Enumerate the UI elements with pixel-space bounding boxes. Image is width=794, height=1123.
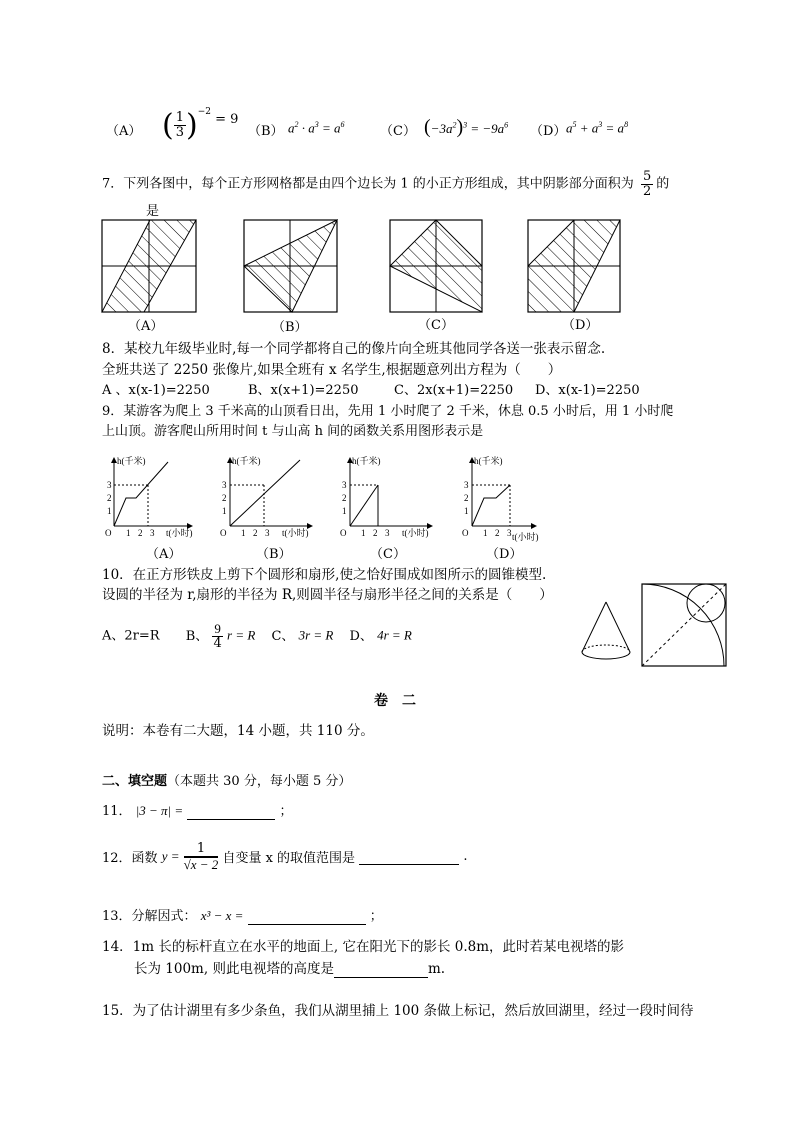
svg-text:3: 3: [464, 480, 469, 490]
q8-option-a: A 、x(x-1)=2250: [102, 383, 210, 398]
q9-label-b: （B）: [256, 547, 292, 562]
q9-graph-b: [220, 455, 312, 538]
part2-heading: 二、填空题（本题共 30 分，每小题 5 分）: [102, 774, 352, 789]
q9-graphs: [100, 452, 540, 544]
q15-line1: 15．为了估计湖里有多少条鱼，我们从湖里捕上 100 条做上标记，然后放回湖里，经过一段时间待: [102, 1003, 694, 1019]
q14-line1: 14．1m 长的标杆直立在水平的地面上, 它在阳光下的影长 0.8m，此时若某电视塔的影: [102, 939, 625, 955]
q11-answer-blank[interactable]: [187, 804, 275, 820]
q14-line2: 长为 100m, 则此电视塔的高度是 m.: [134, 961, 446, 977]
svg-text:1: 1: [361, 528, 366, 538]
q7-fraction: $\frac{5}{2}$: [642, 169, 652, 199]
svg-text:2: 2: [373, 528, 378, 538]
q6-option-c-expr: $(-3a^2)^3 = -9a^6$: [424, 116, 509, 138]
q8-option-d: D、x(x-1)=2250: [535, 383, 640, 398]
q12-fraction: $\frac{1}{√x - 2}$: [183, 841, 219, 872]
q10-options: [102, 622, 412, 650]
q10-option-b-fraction: $\frac{9}{4}$: [213, 621, 222, 651]
svg-text:2: 2: [138, 528, 143, 538]
svg-text:2: 2: [107, 493, 112, 503]
svg-text:h(千米): h(千米): [474, 456, 503, 466]
q12: 12．函数 y = $\frac{1}{√x - 2}$ 自变量 x 的取值范围是 .: [102, 841, 468, 872]
svg-text:h(千米): h(千米): [352, 456, 381, 466]
q10-option-d-expr: 4r = R: [377, 627, 412, 643]
q7-figure-c: [390, 220, 482, 312]
q7-figures: [96, 216, 636, 334]
q9-label-a: （A）: [146, 547, 182, 562]
q7-figure-b: [244, 220, 337, 312]
svg-text:1: 1: [241, 528, 246, 538]
q7-text-line2: 是: [146, 204, 160, 219]
svg-text:1: 1: [483, 528, 488, 538]
svg-text:t(小时): t(小时): [512, 532, 539, 542]
svg-text:3: 3: [222, 480, 227, 490]
q10-option-c-label: C、: [271, 628, 295, 644]
q9-a-ylabel: h(千米): [117, 456, 146, 466]
q9-line2: 上山顶。游客爬山所用时间 t 与山高 h 间的函数关系用图形表示是: [102, 424, 484, 439]
q7-label-d: （D）: [562, 318, 599, 333]
q10-option-c-expr: 3r = R: [298, 627, 334, 643]
q11: 11． |3 − π| = ；: [102, 803, 293, 819]
q14-answer-blank[interactable]: [334, 961, 428, 978]
svg-text:2: 2: [253, 528, 258, 538]
q10-line1: 10．在正方形铁皮上剪下个圆形和扇形,使之恰好围成如图所示的圆锥模型.: [102, 567, 547, 583]
q8-line1: 8．某校九年级毕业时,每一个同学都将自己的像片向全班其他同学各送一张表示留念.: [102, 341, 606, 357]
q10-cone-figure: [576, 596, 636, 666]
q7-figure-a: [102, 220, 196, 312]
svg-text:O: O: [220, 528, 227, 538]
q10-square-figure: [640, 582, 730, 668]
q10-option-d-label: D、: [349, 628, 373, 644]
q9-label-c: （C）: [370, 547, 406, 562]
svg-text:2: 2: [342, 493, 347, 503]
q6-option-d-expr: $a^5 + a^3 = a^8$: [566, 120, 629, 136]
q12-answer-blank[interactable]: [359, 849, 459, 865]
q6-option-b-expr: $a^2 \cdot a^3 = a^6$: [288, 120, 345, 136]
q7-figure-d: [528, 220, 620, 312]
q12-expr: y =: [161, 848, 180, 864]
svg-text:1: 1: [126, 528, 131, 538]
svg-text:3: 3: [342, 480, 347, 490]
svg-text:t(小时): t(小时): [402, 528, 429, 538]
svg-text:1: 1: [222, 506, 227, 516]
q8-line2: 全班共送了 2250 张像片,如果全班有 x 名学生,根据题意列出方程为（ ）: [102, 362, 562, 378]
q6-option-d-label: （D）: [530, 124, 567, 139]
section-note: 说明：本卷有二大题，14 小题，共 110 分。: [102, 723, 374, 739]
q9-graph-d: [462, 455, 539, 542]
q13: 13．分解因式： x³ − x = ；: [102, 908, 383, 924]
q9-label-d: （D）: [486, 547, 523, 562]
q9-line1: 9．某游客为爬上 3 千米高的山顶看日出，先用 1 小时爬了 2 千米，休息 0.5 小时后，用 1 小时爬: [102, 404, 674, 419]
q6-option-a-label: （A）: [106, 124, 142, 139]
svg-text:3: 3: [150, 528, 155, 538]
svg-text:2: 2: [222, 493, 227, 503]
q10-option-b-expr: r = R: [227, 627, 256, 643]
svg-text:O: O: [340, 528, 347, 538]
q9-graph-a: [105, 455, 193, 538]
q7-label-b: （B）: [272, 320, 308, 335]
q6-option-c-label: （C）: [380, 124, 416, 139]
q10-option-a: A、2r=R: [102, 628, 160, 644]
q7-label-a: （A）: [128, 319, 164, 334]
svg-text:3: 3: [107, 480, 112, 490]
svg-text:3: 3: [265, 528, 270, 538]
q6-option-a-expr: ( $\frac{1}{3}$ )$^{-2}$ = 9: [162, 106, 239, 143]
svg-text:O: O: [105, 528, 112, 538]
q13-answer-blank[interactable]: [248, 909, 366, 925]
svg-text:3: 3: [507, 528, 512, 538]
q6-option-b-label: （B）: [248, 124, 284, 139]
section-title: 卷 二: [374, 693, 416, 709]
q7-label-c: （C）: [418, 318, 454, 333]
q10-line2: 设圆的半径为 r,扇形的半径为 R,则圆半径与扇形半径之间的关系是（ ）: [102, 587, 553, 603]
q10-option-b-label: B、: [185, 628, 209, 644]
svg-text:1: 1: [342, 506, 347, 516]
q9-graph-c: [340, 455, 432, 538]
svg-text:2: 2: [495, 528, 500, 538]
svg-text:2: 2: [464, 493, 469, 503]
q11-expr: |3 − π| =: [135, 803, 184, 818]
q13-expr: x³ − x =: [200, 908, 244, 923]
q8-option-b: B、x(x+1)=2250: [248, 383, 359, 398]
svg-text:1: 1: [107, 506, 112, 516]
svg-text:t(小时): t(小时): [166, 528, 193, 538]
svg-text:h(千米): h(千米): [232, 456, 261, 466]
svg-text:O: O: [462, 528, 469, 538]
q7-text: 7．下列各图中，每个正方形网格都是由四个边长为 1 的小正方形组成，其中阴影部分面积为 $\frac{5}{2}$ 的: [102, 169, 670, 199]
svg-text:1: 1: [464, 506, 469, 516]
svg-text:t(小时): t(小时): [282, 528, 309, 538]
svg-text:3: 3: [385, 528, 390, 538]
q8-option-c: C、2x(x+1)=2250: [394, 383, 514, 398]
